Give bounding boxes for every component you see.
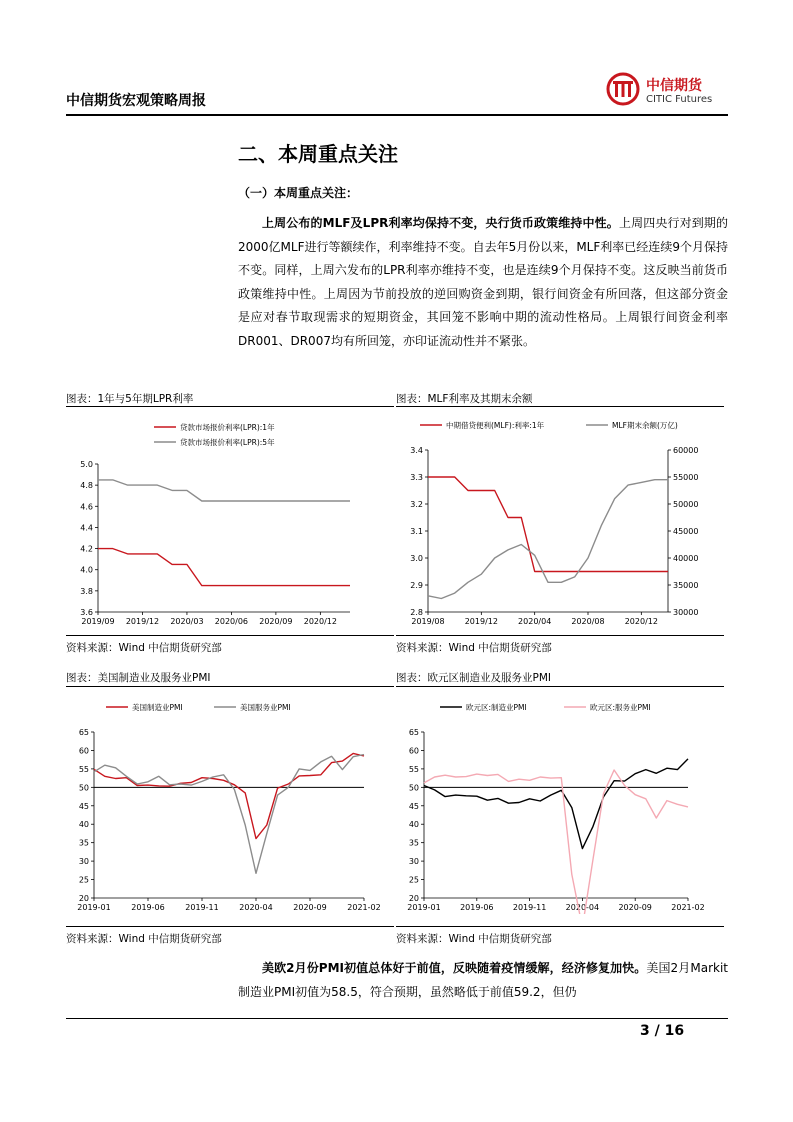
fig1-caption: 图表：1年与5年期LPR利率 [66, 393, 194, 405]
y-tick-label: 25 [78, 875, 89, 885]
y-tick-label: 2.8 [410, 608, 423, 617]
x-tick-label: 2019/12 [464, 617, 498, 626]
y2-tick-label: 55000 [673, 473, 699, 482]
paragraph-pmi [238, 957, 728, 1004]
y-tick-label: 50 [78, 783, 89, 793]
x-tick-label: 2019-01 [407, 903, 441, 912]
y2-tick-label: 50000 [673, 500, 699, 509]
fig3-bottom-rule [66, 926, 394, 927]
header-rule [66, 114, 728, 116]
y-tick-label: 25 [408, 875, 419, 885]
y2-tick-label: 30000 [673, 608, 699, 617]
fig4-top-rule [396, 686, 724, 687]
x-tick-label: 2021-02 [671, 903, 705, 912]
legend-label-2: 贷款市场报价利率(LPR):5年 [180, 438, 275, 447]
x-tick-label: 2019-06 [131, 903, 165, 912]
y-tick-label: 3.2 [410, 500, 423, 509]
y-tick-label: 60 [78, 746, 89, 756]
y-tick-label: 20 [78, 894, 89, 903]
y-tick-label: 30 [408, 857, 419, 867]
report-title: 中信期货宏观策略周报 [66, 93, 206, 109]
y-tick-label: 65 [408, 728, 419, 737]
x-tick-label: 2019-01 [77, 903, 111, 912]
paragraph-pmi-body: 美国2月Markit制造业PMI初值为58.5，符合预期，虽然略低于前值59.2，但仍 [238, 961, 729, 999]
chart-us-pmi [66, 694, 396, 914]
chart-mlf [396, 412, 726, 632]
logo-name-cn: 中信期货 [646, 78, 702, 94]
fig1-source: 资料来源：Wind 中信期货研究部 [66, 642, 222, 654]
y2-tick-label: 60000 [673, 446, 699, 455]
y2-tick-label: 35000 [673, 581, 699, 590]
legend-label-1: 中期借贷便利(MLF):利率:1年 [446, 421, 545, 430]
y-tick-label: 3.3 [410, 473, 423, 482]
legend-label-2: 欧元区:服务业PMI [590, 703, 651, 712]
series-line-1 [94, 753, 364, 838]
citic-logo [606, 72, 726, 112]
fig4-bottom-rule [396, 926, 724, 927]
x-tick-label: 2020-04 [239, 903, 273, 912]
y-tick-label: 3.6 [80, 608, 93, 617]
fig1-bottom-rule [66, 635, 394, 636]
series-line-1 [428, 477, 668, 572]
series-line-2 [424, 770, 688, 914]
y-tick-label: 5.0 [80, 460, 93, 469]
x-tick-label: 2020/04 [518, 617, 552, 626]
x-tick-label: 2020-04 [565, 903, 600, 912]
x-tick-label: 2019/08 [411, 617, 445, 626]
page-number: 3 / 16 [640, 1023, 685, 1039]
y-tick-label: 3.4 [410, 446, 423, 455]
series-line-2 [428, 480, 668, 599]
x-tick-label: 2020/12 [624, 617, 658, 626]
y-tick-label: 4.6 [80, 502, 93, 512]
fig3-source: 资料来源：Wind 中信期货研究部 [66, 933, 222, 945]
y-tick-label: 65 [78, 728, 89, 737]
fig4-caption: 图表：欧元区制造业及服务业PMI [396, 672, 551, 684]
x-tick-label: 2020/08 [571, 617, 605, 626]
y-tick-label: 4.0 [80, 565, 93, 575]
fig2-bottom-rule [396, 635, 724, 636]
x-tick-label: 2020/03 [170, 617, 204, 626]
y2-tick-label: 40000 [673, 554, 699, 563]
fig2-source: 资料来源：Wind 中信期货研究部 [396, 642, 552, 654]
y-tick-label: 3.1 [410, 527, 423, 536]
x-tick-label: 2019/09 [81, 617, 115, 626]
y-tick-label: 60 [408, 746, 419, 756]
x-tick-label: 2020/12 [303, 617, 337, 626]
series-line-1 [98, 549, 350, 586]
y-tick-label: 35 [408, 838, 419, 848]
legend-label-2: 美国服务业PMI [240, 703, 291, 712]
x-tick-label: 2019/12 [125, 617, 160, 626]
series-line-2 [98, 480, 350, 501]
x-tick-label: 2020-09 [618, 903, 652, 912]
fig4-source: 资料来源：Wind 中信期货研究部 [396, 933, 552, 945]
y2-tick-label: 45000 [673, 527, 699, 536]
y-tick-label: 4.8 [80, 481, 93, 491]
y-tick-label: 40 [78, 820, 89, 830]
y-tick-label: 40 [408, 820, 419, 830]
chart-lpr [66, 412, 396, 632]
paragraph-pmi-lead: 美欧2月份PMI初值总体好于前值，反映随着疫情缓解，经济修复加快。 [262, 961, 647, 975]
x-tick-label: 2019-11 [512, 903, 547, 912]
fig3-top-rule [66, 686, 394, 687]
legend-label-2: MLF期末余额(万亿) [612, 421, 678, 430]
y-tick-label: 50 [408, 783, 419, 793]
legend-label-1: 欧元区:制造业PMI [466, 703, 527, 712]
paragraph-policy [238, 212, 728, 353]
logo-name-en: CITIC Futures [646, 94, 713, 105]
y-tick-label: 55 [78, 764, 89, 774]
footer-rule [66, 1018, 728, 1019]
x-tick-label: 2019-11 [185, 903, 219, 912]
fig3-caption: 图表：美国制造业及服务业PMI [66, 672, 211, 684]
x-tick-label: 2020-09 [293, 903, 327, 912]
x-tick-label: 2020/09 [259, 617, 293, 626]
subsection-title: （一）本周重点关注： [238, 186, 359, 200]
y-tick-label: 2.9 [410, 581, 423, 590]
y-tick-label: 4.4 [80, 523, 93, 533]
y-tick-label: 55 [408, 764, 419, 774]
fig1-top-rule [66, 406, 394, 407]
legend-label-1: 美国制造业PMI [132, 703, 183, 712]
legend-label-1: 贷款市场报价利率(LPR):1年 [180, 423, 275, 432]
fig2-top-rule [396, 406, 724, 407]
section-title: 二、本周重点关注 [238, 142, 398, 166]
x-tick-label: 2020/06 [214, 617, 249, 626]
y-tick-label: 20 [408, 894, 419, 903]
y-tick-label: 30 [78, 857, 89, 867]
x-tick-label: 2021-02 [347, 903, 381, 912]
x-tick-label: 2019-06 [460, 903, 494, 912]
paragraph-policy-body: 上周四央行对到期的2000亿MLF进行等额续作，利率维持不变。自去年5月份以来，MLF利率已经连续9个月保持不变。同样，上周六发布的LPR利率亦维持不变，也是连续9个月保持不变。这反映当前货币政策维持中性。上周因为节前投放的逆回购资金到期，银行间资金有所回落，但这部分资金是应对春节取现需求的短期资金，其回笼不影响中期的流动性格局。上周银行间资金利率DR001、DR007均有所回笼，亦印证流动性并不紧张。 [238, 216, 728, 348]
y-tick-label: 45 [78, 801, 89, 811]
citic-logo-icon [606, 72, 640, 106]
y-tick-label: 3.0 [410, 554, 423, 563]
fig2-caption: 图表：MLF利率及其期末余额 [396, 393, 533, 405]
paragraph-policy-lead: 上周公布的MLF及LPR利率均保持不变，央行货币政策维持中性。 [262, 216, 619, 230]
y-tick-label: 45 [408, 801, 419, 811]
chart-eu-pmi [396, 694, 726, 914]
y-tick-label: 3.8 [80, 586, 93, 596]
y-tick-label: 35 [78, 838, 89, 848]
y-tick-label: 4.2 [80, 544, 93, 554]
